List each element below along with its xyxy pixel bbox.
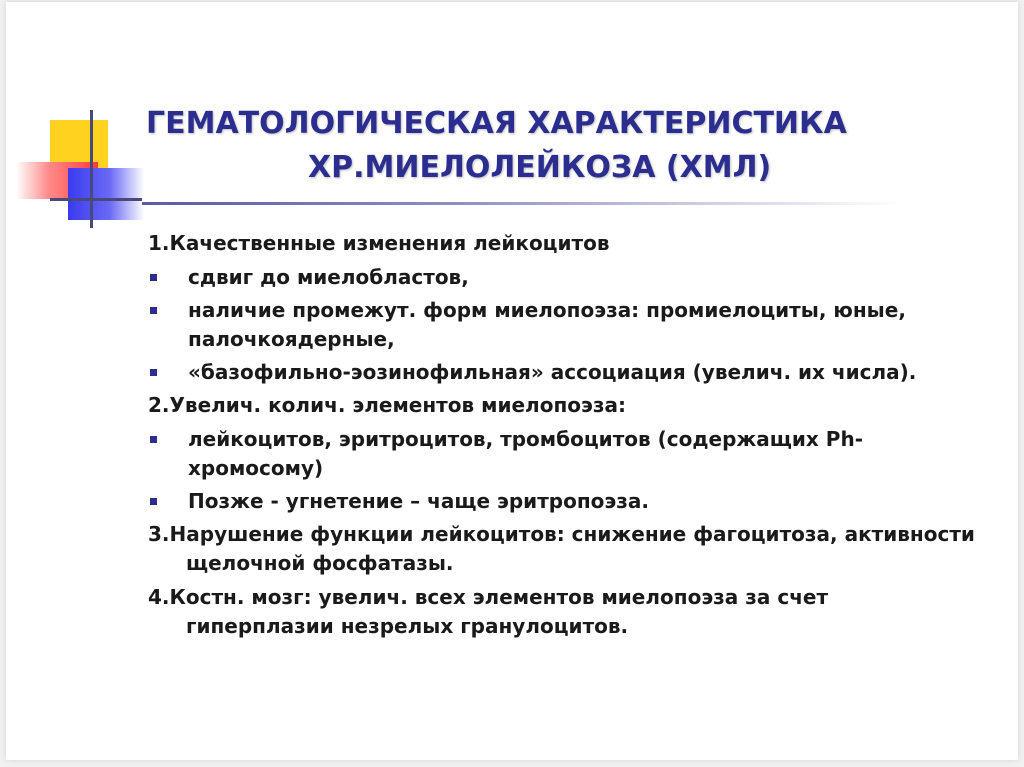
item-heading-4: 4.Костн. мозг: увелич. всех элементов миелопоэза за счет гиперплазии незрелых гранулоцитов. [148,585,829,638]
square-bullet-icon [150,369,157,376]
title-underline [142,202,902,205]
item-heading-2: 2.Увелич. колич. элементов миелопоэза: [148,393,626,417]
title-line-1: ГЕМАТОЛОГИЧЕСКАЯ ХАРАКТЕРИСТИКА [146,106,847,141]
decor-blue-square [68,168,144,220]
decor-horizontal-line [50,198,142,201]
title-line-2: ХР.МИЕЛОЛЕЙКОЗА (ХМЛ) [308,150,772,185]
list-item [148,263,978,292]
square-bullet-icon [150,274,157,281]
square-bullet-icon [150,307,157,314]
list-item [148,358,978,387]
slide-content [148,229,978,646]
list-item [148,487,978,516]
list-item [148,296,978,354]
square-bullet-icon [150,498,157,505]
list-item [148,425,978,483]
bullet-text: лейкоцитов, эритроцитов, тромбоцитов (содержащих Ph-хромосому) [188,427,863,480]
slide [6,2,1018,760]
item-heading-1: 1.Качественные изменения лейкоцитов [148,231,610,255]
square-bullet-icon [150,436,157,443]
bullet-text: «базофильно-эозинофильная» ассоциация (увелич. их числа). [188,360,917,384]
item-heading-3: 3.Нарушение функции лейкоцитов: снижение фагоцитоза, активности щелочной фосфатазы. [148,522,975,575]
decor-vertical-line [90,110,93,228]
slide-title [146,102,906,190]
bullet-text: Позже - угнетение – чаще эритропоэза. [188,489,649,513]
bullet-text: наличие промежут. форм миелопоэза: промиелоциты, юные, палочкоядерные, [188,298,906,351]
bullet-text: сдвиг до миелобластов, [188,265,469,289]
